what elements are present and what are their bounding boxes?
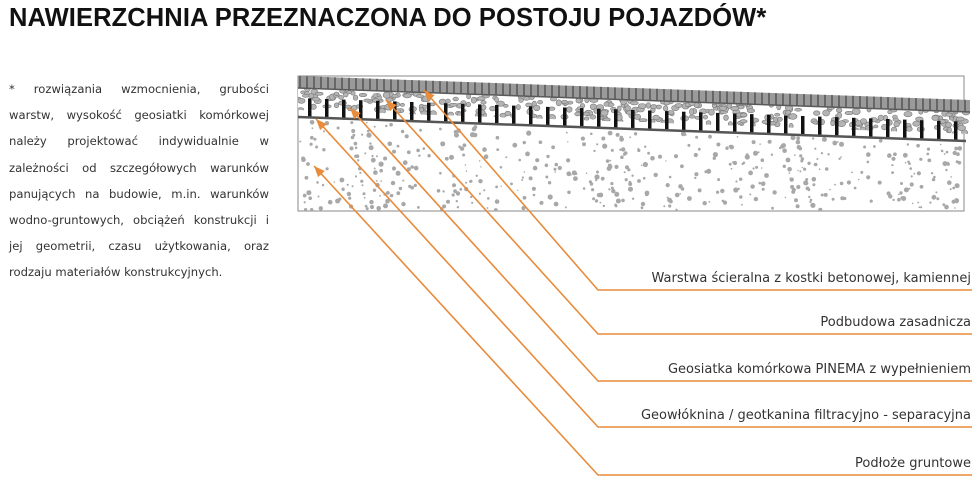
footnote-text: * rozwiązania wzmocnienia, grubości warstw, wysokość geosiatki komórkowej należy projektować indywidualnie w zależności od szczegółowych warunków panujących na budowie, m.in. warunków wodno-gruntowych, obciążeń konstrukcji i jej geometrii, czasu użytkowania, oraz rodzaju materiałów konstrukcyjnych.: [9, 82, 269, 280]
layer-label: Podbudowa zasadnicza: [820, 315, 971, 330]
layer-label: Geowłóknina / geotkanina filtracyjno - separacyjna: [640, 408, 971, 423]
layer-label: Podłoże gruntowe: [855, 456, 971, 471]
layer-label: Warstwa ścieralna z kostki betonowej, kamiennej: [651, 271, 971, 286]
page-title: NAWIERZCHNIA PRZEZNACZONA DO POSTOJU POJAZDÓW*: [9, 4, 767, 32]
layer-label: Geosiatka komórkowa PINEMA z wypełnieniem: [667, 362, 971, 377]
